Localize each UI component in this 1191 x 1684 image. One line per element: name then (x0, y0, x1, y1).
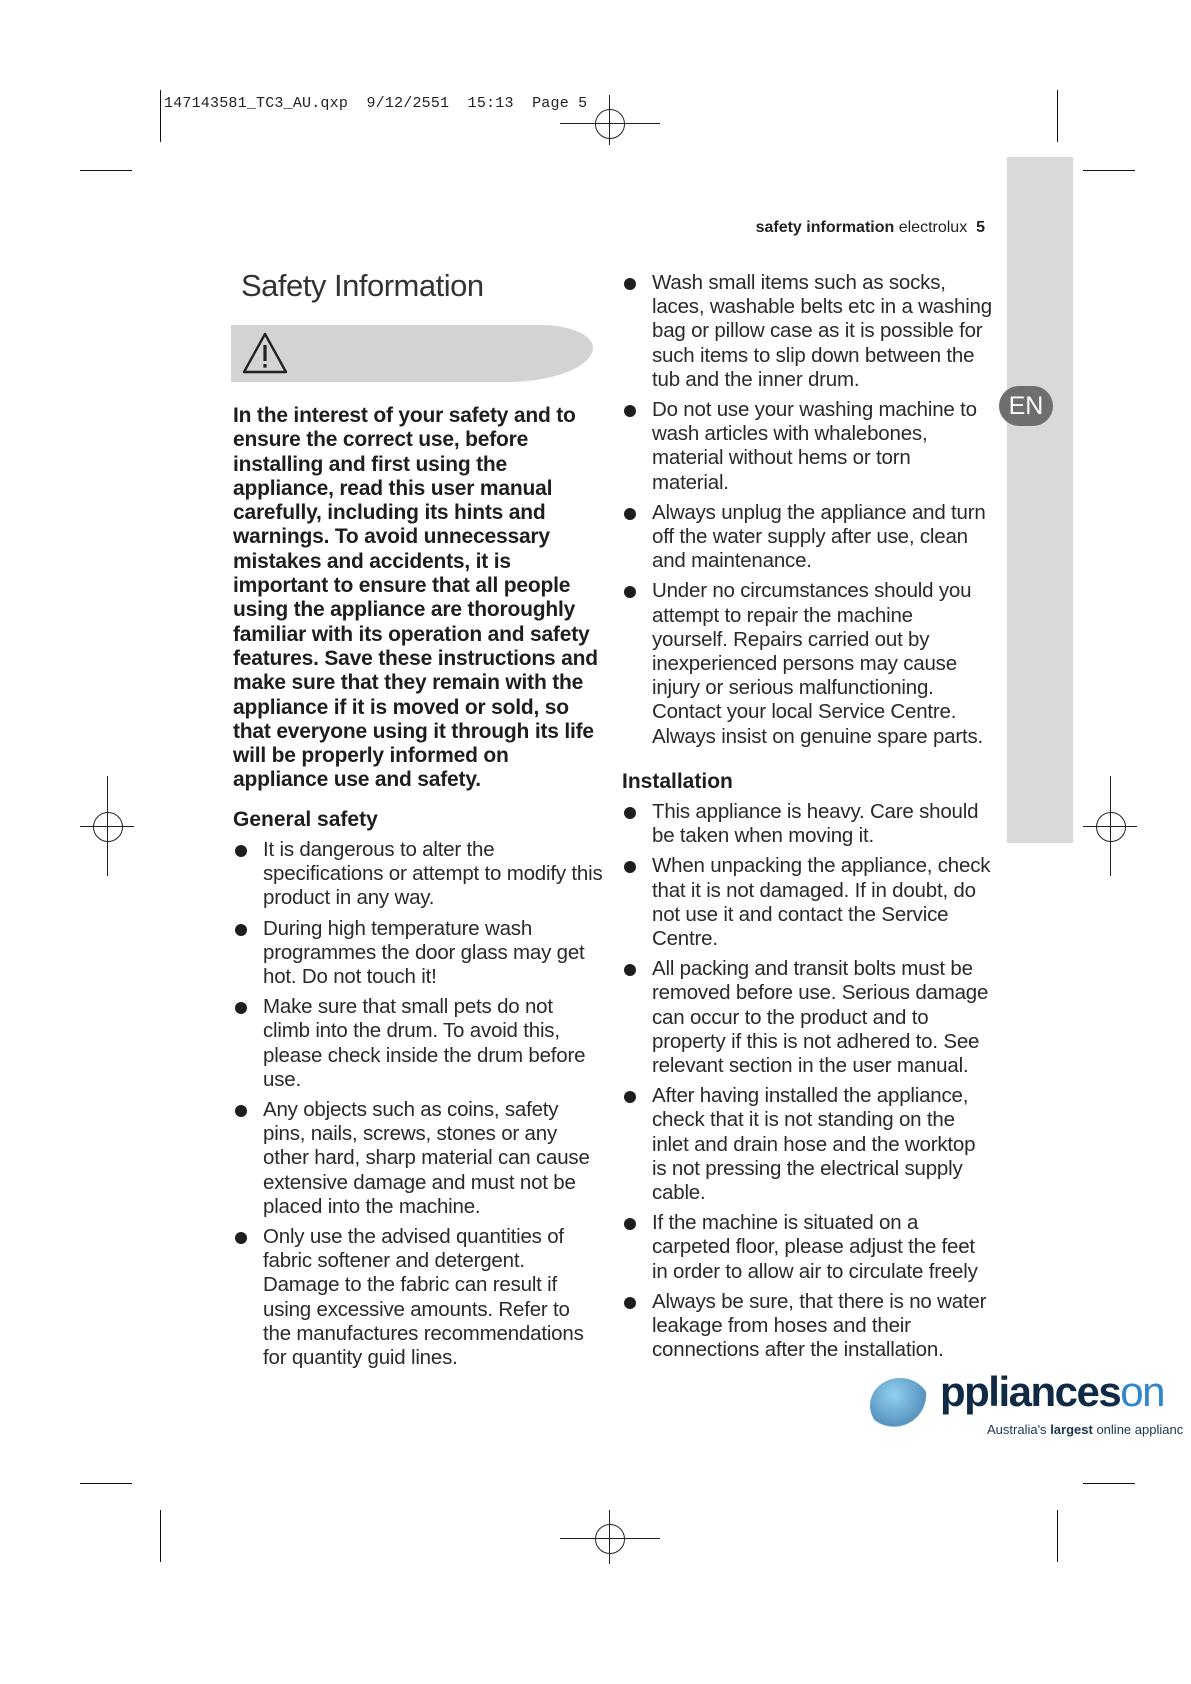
bullet-icon (235, 1002, 247, 1014)
crop-mark (80, 1483, 132, 1484)
crop-mark (160, 1510, 161, 1562)
header-page-number: 5 (976, 219, 985, 236)
header-section: safety information (755, 219, 895, 236)
bullet-icon (624, 964, 636, 976)
bullet-icon (235, 845, 247, 857)
list-item: Make sure that small pets do not climb into the drum. To avoid this, please check inside the drum before use. (233, 995, 603, 1092)
list-item: When unpacking the appliance, check that it is not damaged. If in doubt, do not use it and contact the Service Centre. (622, 854, 992, 951)
installation-heading: Installation (622, 770, 733, 793)
list-item: Always be sure, that there is no water leakage from hoses and their connections after the installation. (622, 1290, 992, 1363)
bullet-icon (624, 1091, 636, 1103)
crop-mark (80, 170, 132, 171)
slug-page: Page 5 (532, 95, 588, 112)
list-item: Always unplug the appliance and turn off the water supply after use, clean and maintenance. (622, 501, 992, 574)
side-tab-bar (1007, 157, 1073, 843)
language-tab: EN (999, 386, 1053, 426)
bullet-icon (624, 1218, 636, 1230)
bullet-icon (235, 1105, 247, 1117)
warning-triangle-icon (241, 331, 289, 375)
crop-mark (1057, 1510, 1058, 1562)
slug-file: 147143581_TC3_AU.qxp (164, 95, 349, 112)
logo-swoosh-icon (870, 1378, 930, 1433)
bullet-icon (235, 1232, 247, 1244)
general-safety-list (233, 838, 603, 1376)
running-header (756, 219, 985, 237)
bullet-icon (624, 807, 636, 819)
crop-mark (1083, 1483, 1135, 1484)
bullet-icon (624, 861, 636, 873)
list-item: Do not use your washing machine to wash articles with whalebones, material without hems or torn material. (622, 398, 992, 495)
intro-paragraph: In the interest of your safety and to ensure the correct use, before installing and first using the appliance, read this user manual carefully, including its hints and warnings. To avoid unnecessary mistakes and accidents, it is important to ensure that all people using the appliance are thoroughly familiar with its operation and safety features. Save these instructions and make sure that they remain with the appliance if it is moved or sold, so that everyone using it through its life will be properly informed on appliance use and safety. (233, 404, 598, 792)
list-item: If the machine is situated on a carpeted floor, please adjust the feet in order to allow air to circulate freely (622, 1211, 992, 1284)
list-item: All packing and transit bolts must be removed before use. Serious damage can occur to the product and to property if this is not adhered to. See relevant section in the user manual. (622, 957, 992, 1078)
list-item: Only use the advised quantities of fabric softener and detergent. Damage to the fabric can result if using excessive amounts. Refer to the manufactures recommendations for quantity guid lines. (233, 1225, 603, 1370)
slug-date: 9/12/2551 (366, 95, 450, 112)
list-item: This appliance is heavy. Care should be taken when moving it. (622, 800, 992, 848)
list-item: Any objects such as coins, safety pins, nails, screws, stones or any other hard, sharp material can cause extensive damage and must not be placed into the machine. (233, 1098, 603, 1219)
slug-time: 15:13 (467, 95, 514, 112)
list-item: Under no circumstances should you attempt to repair the machine yourself. Repairs carried out by inexperienced persons may cause injury or serious malfunctioning. Contact your local Service Centre. Always insist on genuine spare parts. (622, 579, 992, 748)
crop-mark (1057, 90, 1058, 142)
list-item: Wash small items such as socks, laces, washable belts etc in a washing bag or pillow case as it is possible for such items to slip down between the tub and the inner drum. (622, 271, 992, 392)
crop-mark (1083, 170, 1135, 171)
page-title: Safety Information (241, 268, 484, 303)
bullet-icon (624, 405, 636, 417)
crop-mark (160, 90, 161, 142)
bullet-icon (235, 924, 247, 936)
safety-list-continued (622, 271, 992, 755)
watermark-logo (870, 1368, 1183, 1438)
header-brand: electrolux (898, 219, 968, 236)
general-safety-heading: General safety (233, 808, 378, 831)
bullet-icon (624, 508, 636, 520)
list-item: It is dangerous to alter the specifications or attempt to modify this product in any way. (233, 838, 603, 911)
list-item: During high temperature wash programmes the door glass may get hot. Do not touch it! (233, 917, 603, 990)
print-slug (164, 95, 587, 112)
bullet-icon (624, 1297, 636, 1309)
bullet-icon (624, 278, 636, 290)
warning-banner (231, 325, 593, 382)
installation-list (622, 800, 992, 1368)
logo-wordmark: pplianceson (940, 1368, 1164, 1415)
bullet-icon (624, 586, 636, 598)
logo-tagline: Australia's largest online applianc (987, 1422, 1183, 1437)
list-item: After having installed the appliance, check that it is not standing on the inlet and drain hose and the worktop is not pressing the electrical supply cable. (622, 1084, 992, 1205)
